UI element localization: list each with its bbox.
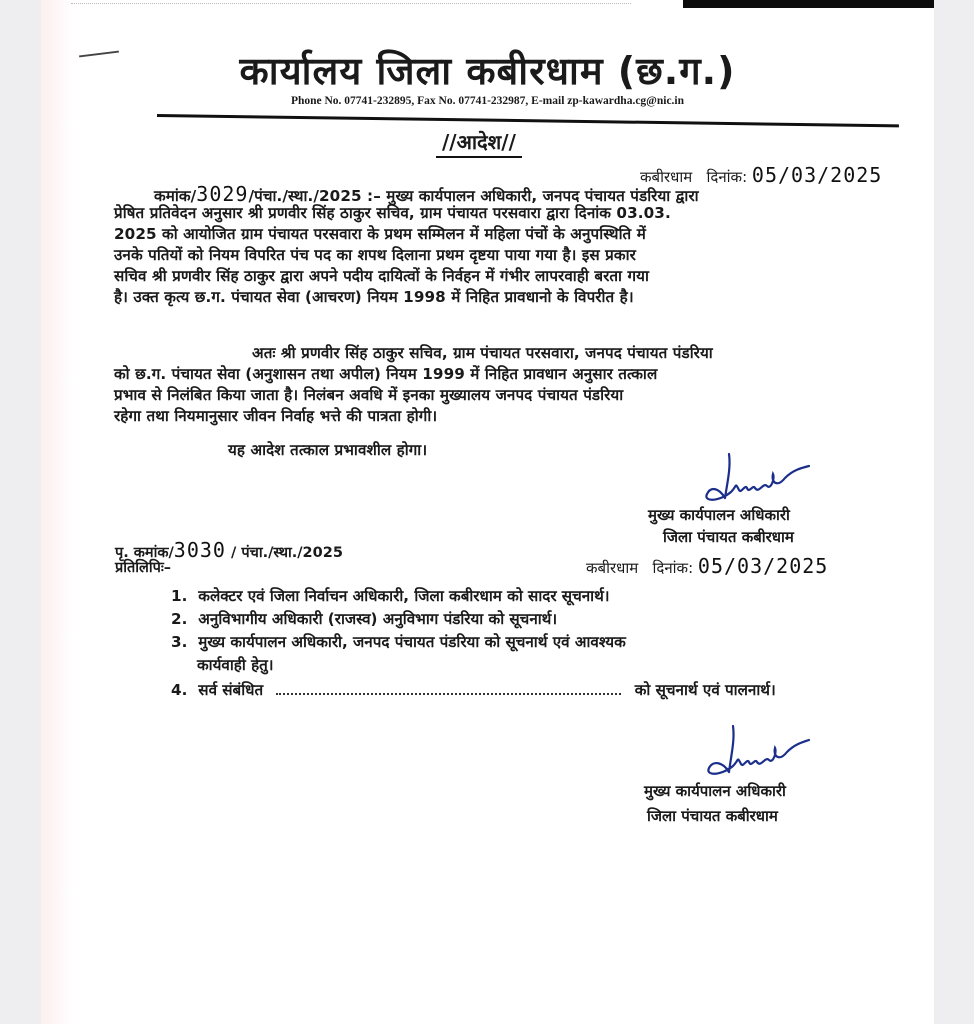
order-paragraph-1 (114, 182, 904, 308)
signature-icon (701, 722, 811, 778)
paragraph-line: प्रेषित प्रतिवेदन अनुसार श्री प्रणवीर सिंह ठाकुर सचिव, ग्राम पंचायत परसवारा द्वारा दिनांक 03.03. (114, 204, 671, 222)
header-rule (157, 114, 899, 127)
recipient-number: 3. (171, 633, 188, 651)
paragraph-line: सचिव श्री प्रणवीर सिंह ठाकुर द्वारा अपने पदीय दायित्वों के निर्वहन में गंभीर लापरवाही बरता गया (114, 267, 649, 285)
fill-in-dotted-line (276, 683, 621, 695)
endorsement-ref-number: 3030 (173, 538, 226, 562)
paragraph-line: 2025 को आयोजित ग्राम पंचायत परसवारा के प्रथम सम्मिलन में महिला पंचों के अनुपस्थिति में (114, 225, 646, 243)
paragraph-line: को छ.ग. पंचायत सेवा (अनुशासन तथा अपील) नियम 1999 में निहित प्रावधान अनुसार तत्काल (114, 365, 658, 383)
recipient-number: 4. (171, 681, 188, 699)
order-ref-suffix: /पंचा./स्था./2025 :– मुख्य कार्यपालन अधिकारी, जनपद पंचायत पंडरिया द्वारा (248, 187, 699, 205)
order-paragraph-2 (114, 343, 904, 427)
recipient-text: मुख्य कार्यपालन अधिकारी, जनपद पंचायत पंडरिया को सूचनार्थ एवं आवश्यक (198, 633, 626, 651)
contact-info: Phone No. 07741-232895, Fax No. 07741-232987, E-mail zp-kawardha.cg@nic.in (290, 95, 685, 107)
order-ref-prefix: कमांक/ (154, 187, 197, 205)
endorsement-dateline (586, 554, 828, 578)
recipient-number: 1. (171, 587, 188, 605)
top-black-bar (683, 0, 934, 8)
recipient-text: कलेक्टर एवं जिला निर्वाचन अधिकारी, जिला कबीरधाम को सादर सूचनार्थ। (198, 587, 610, 605)
document-page (41, 0, 934, 1024)
paragraph-line: प्रभाव से निलंबित किया जाता है। निलंबन अवधि में इनका मुख्यालय जनपद पंचायत पंडरिया (114, 386, 624, 404)
signatory-designation: मुख्य कार्यपालन अधिकारी (648, 506, 790, 524)
signatory-office: जिला पंचायत कबीरधाम (647, 807, 778, 825)
recipient-item (171, 632, 626, 652)
endorsement-date-label: दिनांक: (652, 559, 694, 577)
signatory-designation: मुख्य कार्यपालन अधिकारी (644, 782, 786, 800)
endorsement-place: कबीरधाम (586, 559, 639, 577)
endorsement-ref-suffix: / पंचा./स्था./2025 (231, 545, 343, 561)
signature-icon (701, 448, 811, 504)
previous-page-strip (71, 0, 631, 4)
order-ref-number: 3029 (196, 182, 249, 206)
paper-edge-tint (41, 0, 73, 1024)
recipient-item (171, 680, 776, 700)
recipient-item (171, 586, 610, 606)
copy-to-label: प्रतिलिपिः– (115, 560, 172, 576)
order-date-label: दिनांक: (706, 168, 748, 186)
paragraph-line: रहेगा तथा नियमानुसार जीवन निर्वाह भत्ते की पात्रता होगी। (114, 407, 438, 425)
paragraph-line: उनके पतियों को नियम विपरित पंच पद का शपथ दिलाना प्रथम दृष्टया पाया गया है। इस प्रकार (114, 246, 636, 264)
paragraph-line: अतः श्री प्रणवीर सिंह ठाकुर सचिव, ग्राम पंचायत परसवारा, जनपद पंचायत पंडरिया (252, 344, 713, 362)
order-heading: //आदेश// (436, 128, 522, 158)
recipient-tail: को सूचनार्थ एवं पालनार्थ। (634, 681, 776, 699)
endorsement-ref-prefix: पृ. कमांक/ (115, 545, 174, 561)
order-date-value: 05/03/2025 (751, 163, 883, 187)
endorsement-date-value: 05/03/2025 (697, 554, 829, 578)
signatory-office: जिला पंचायत कबीरधाम (663, 528, 794, 546)
recipient-text-continued: कार्यवाही हेतु। (197, 656, 274, 674)
recipient-text: अनुविभागीय अधिकारी (राजस्व) अनुविभाग पंडरिया को सूचनार्थ। (198, 610, 558, 628)
recipient-item (171, 609, 557, 629)
recipient-number: 2. (171, 610, 188, 628)
recipient-lead: सर्व संबंधित (198, 681, 264, 699)
paragraph-line: है। उक्त कृत्य छ.ग. पंचायत सेवा (आचरण) नियम 1998 में निहित प्रावधानो के विपरीत है। (114, 288, 634, 306)
order-reference-line (114, 182, 904, 206)
office-title: कार्यालय जिला कबीरधाम (छ.ग.) (239, 49, 736, 93)
effective-line: यह आदेश तत्काल प्रभावशील होगा। (228, 441, 428, 459)
order-place: कबीरधाम (640, 168, 693, 186)
